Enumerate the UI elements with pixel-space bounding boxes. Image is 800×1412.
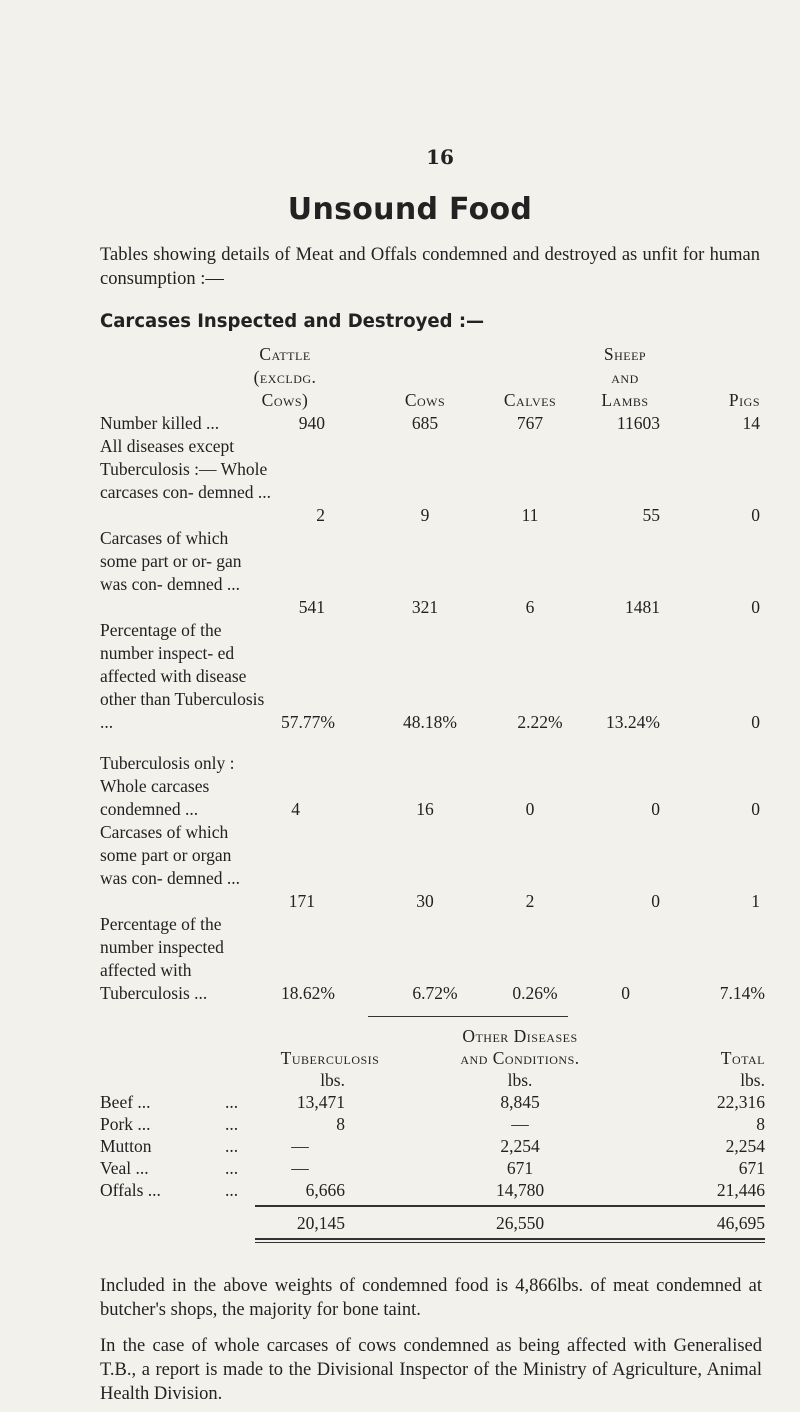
cell-pigs: 14 <box>742 413 760 433</box>
cell-tuberculosis: — <box>291 1136 309 1156</box>
cell-cows: 321 <box>411 597 439 617</box>
cell-calves: 11 <box>521 505 539 525</box>
cell-other: — <box>511 1114 529 1134</box>
totals-bottom-rule <box>255 1238 765 1240</box>
cell-cattle: 57.77% <box>281 712 335 732</box>
cell-cows: 6.72% <box>412 983 458 1003</box>
cell-tuberculosis: 8 <box>336 1114 345 1134</box>
row-label: All diseases except Tuberculosis :— Whole carcases con- demned ... <box>100 436 272 502</box>
cell-tuberculosis: 13,471 <box>296 1092 345 1112</box>
cell-pigs: 1 <box>751 891 760 911</box>
cell-pigs: 0 <box>751 505 760 525</box>
col-header-calves: Calves <box>503 390 557 410</box>
col-header-cattle: Cattle (excldg. Cows) <box>253 344 317 410</box>
unit-total: lbs. <box>740 1070 765 1090</box>
header-rule <box>368 1016 568 1017</box>
row-label: Percentage of the number inspect- ed affected with disease other than Tuberculosis ... <box>100 620 265 732</box>
row-leader-dots: ... <box>225 1092 239 1112</box>
cell-tuberculosis: 6,666 <box>305 1180 345 1200</box>
total-other: 26,550 <box>495 1213 545 1233</box>
cell-cows: 30 <box>416 891 434 911</box>
row-label: Carcases of which some part or or- gan was con- demned ... <box>100 528 242 594</box>
cell-total: 671 <box>738 1158 765 1178</box>
cell-sheep: 1481 <box>625 597 660 617</box>
unit-tuberculosis: lbs. <box>320 1070 345 1090</box>
row-label: Veal ... <box>100 1158 149 1178</box>
total-grand: 46,695 <box>716 1213 765 1233</box>
row-label: Tuberculosis only : Whole carcases condemned ... <box>100 753 235 819</box>
cell-sheep: 55 <box>642 505 660 525</box>
cell-other: 14,780 <box>495 1180 545 1200</box>
cell-tuberculosis: — <box>291 1158 309 1178</box>
cell-cows: 685 <box>411 413 439 433</box>
unit-other: lbs. <box>507 1070 533 1090</box>
row-label: Offals ... <box>100 1180 161 1200</box>
cell-calves: 2 <box>525 891 535 911</box>
cell-pigs: 0 <box>751 597 760 617</box>
row-label: Beef ... <box>100 1092 151 1112</box>
cell-pigs: 0 <box>751 712 760 732</box>
col-header-pigs: Pigs <box>728 390 760 410</box>
intro-text: Tables showing details of Meat and Offals condemned and destroyed as unfit for human consumption :— <box>100 245 760 289</box>
paragraph-generalised-tb: In the case of whole carcases of cows condemned as being affected with Generalised T.B., a report is made to the Divisional Inspector of the Ministry of Agriculture, Animal Health Division. <box>100 1336 762 1404</box>
cell-cattle: 4 <box>291 799 300 819</box>
cell-other: 2,254 <box>500 1136 540 1156</box>
totals-top-rule <box>255 1205 765 1207</box>
row-leader-dots: ... <box>225 1136 239 1156</box>
row-leader-dots: ... <box>225 1158 239 1178</box>
cell-other: 8,845 <box>500 1092 540 1112</box>
cell-cattle: 940 <box>298 413 325 433</box>
cell-total: 8 <box>756 1114 765 1134</box>
page-title: Unsound Food <box>287 192 533 227</box>
col-header-tuberculosis: Tuberculosis <box>280 1048 380 1068</box>
row-label: Number killed ... <box>100 413 220 433</box>
row-label: Percentage of the number inspected affected with Tuberculosis ... <box>100 914 224 1003</box>
cell-calves: 767 <box>516 413 544 433</box>
cell-total: 22,316 <box>716 1092 765 1112</box>
cell-sheep: 11603 <box>616 413 660 433</box>
cell-sheep: 0 <box>621 983 630 1003</box>
cell-calves: 2.22% <box>517 712 563 732</box>
row-label: Pork ... <box>100 1114 151 1134</box>
row-leader-dots: ... <box>225 1180 239 1200</box>
cell-calves: 0.26% <box>512 983 558 1003</box>
row-label: Carcases of which some part or organ was con- demned ... <box>100 822 240 888</box>
cell-total: 2,254 <box>725 1136 765 1156</box>
row-label: Mutton <box>100 1136 152 1156</box>
col-header-sheep: Sheep and Lambs <box>601 344 649 410</box>
cell-cattle: 18.62% <box>281 983 335 1003</box>
col-header-cows: Cows <box>404 390 446 410</box>
cell-sheep: 0 <box>651 891 660 911</box>
cell-other: 671 <box>506 1158 534 1178</box>
cell-sheep: 13.24% <box>606 712 660 732</box>
total-tuberculosis: 20,145 <box>296 1213 345 1233</box>
cell-calves: 0 <box>525 799 535 819</box>
cell-calves: 6 <box>525 597 535 617</box>
cell-cattle: 171 <box>288 891 315 911</box>
cell-cattle: 541 <box>298 597 325 617</box>
cell-cows: 16 <box>416 799 434 819</box>
cell-cattle: 2 <box>316 505 325 525</box>
cell-pigs: 0 <box>751 799 760 819</box>
cell-total: 21,446 <box>716 1180 765 1200</box>
cell-cows: 48.18% <box>403 712 457 732</box>
col-header-other: Other Diseases and Conditions. <box>460 1026 580 1068</box>
cell-sheep: 0 <box>651 799 660 819</box>
paragraph-bone-taint: Included in the above weights of condemned food is 4,866lbs. of meat condemned at butcher's shops, the majority for bone taint. <box>100 1276 762 1320</box>
page-number: 16 <box>426 145 454 169</box>
totals-bottom-rule-2 <box>255 1242 765 1243</box>
cell-cows: 9 <box>420 505 430 525</box>
section-heading: Carcases Inspected and Destroyed :— <box>100 310 485 332</box>
col-header-total: Total <box>720 1048 765 1068</box>
cell-pigs: 7.14% <box>719 983 765 1003</box>
row-leader-dots: ... <box>225 1114 239 1134</box>
